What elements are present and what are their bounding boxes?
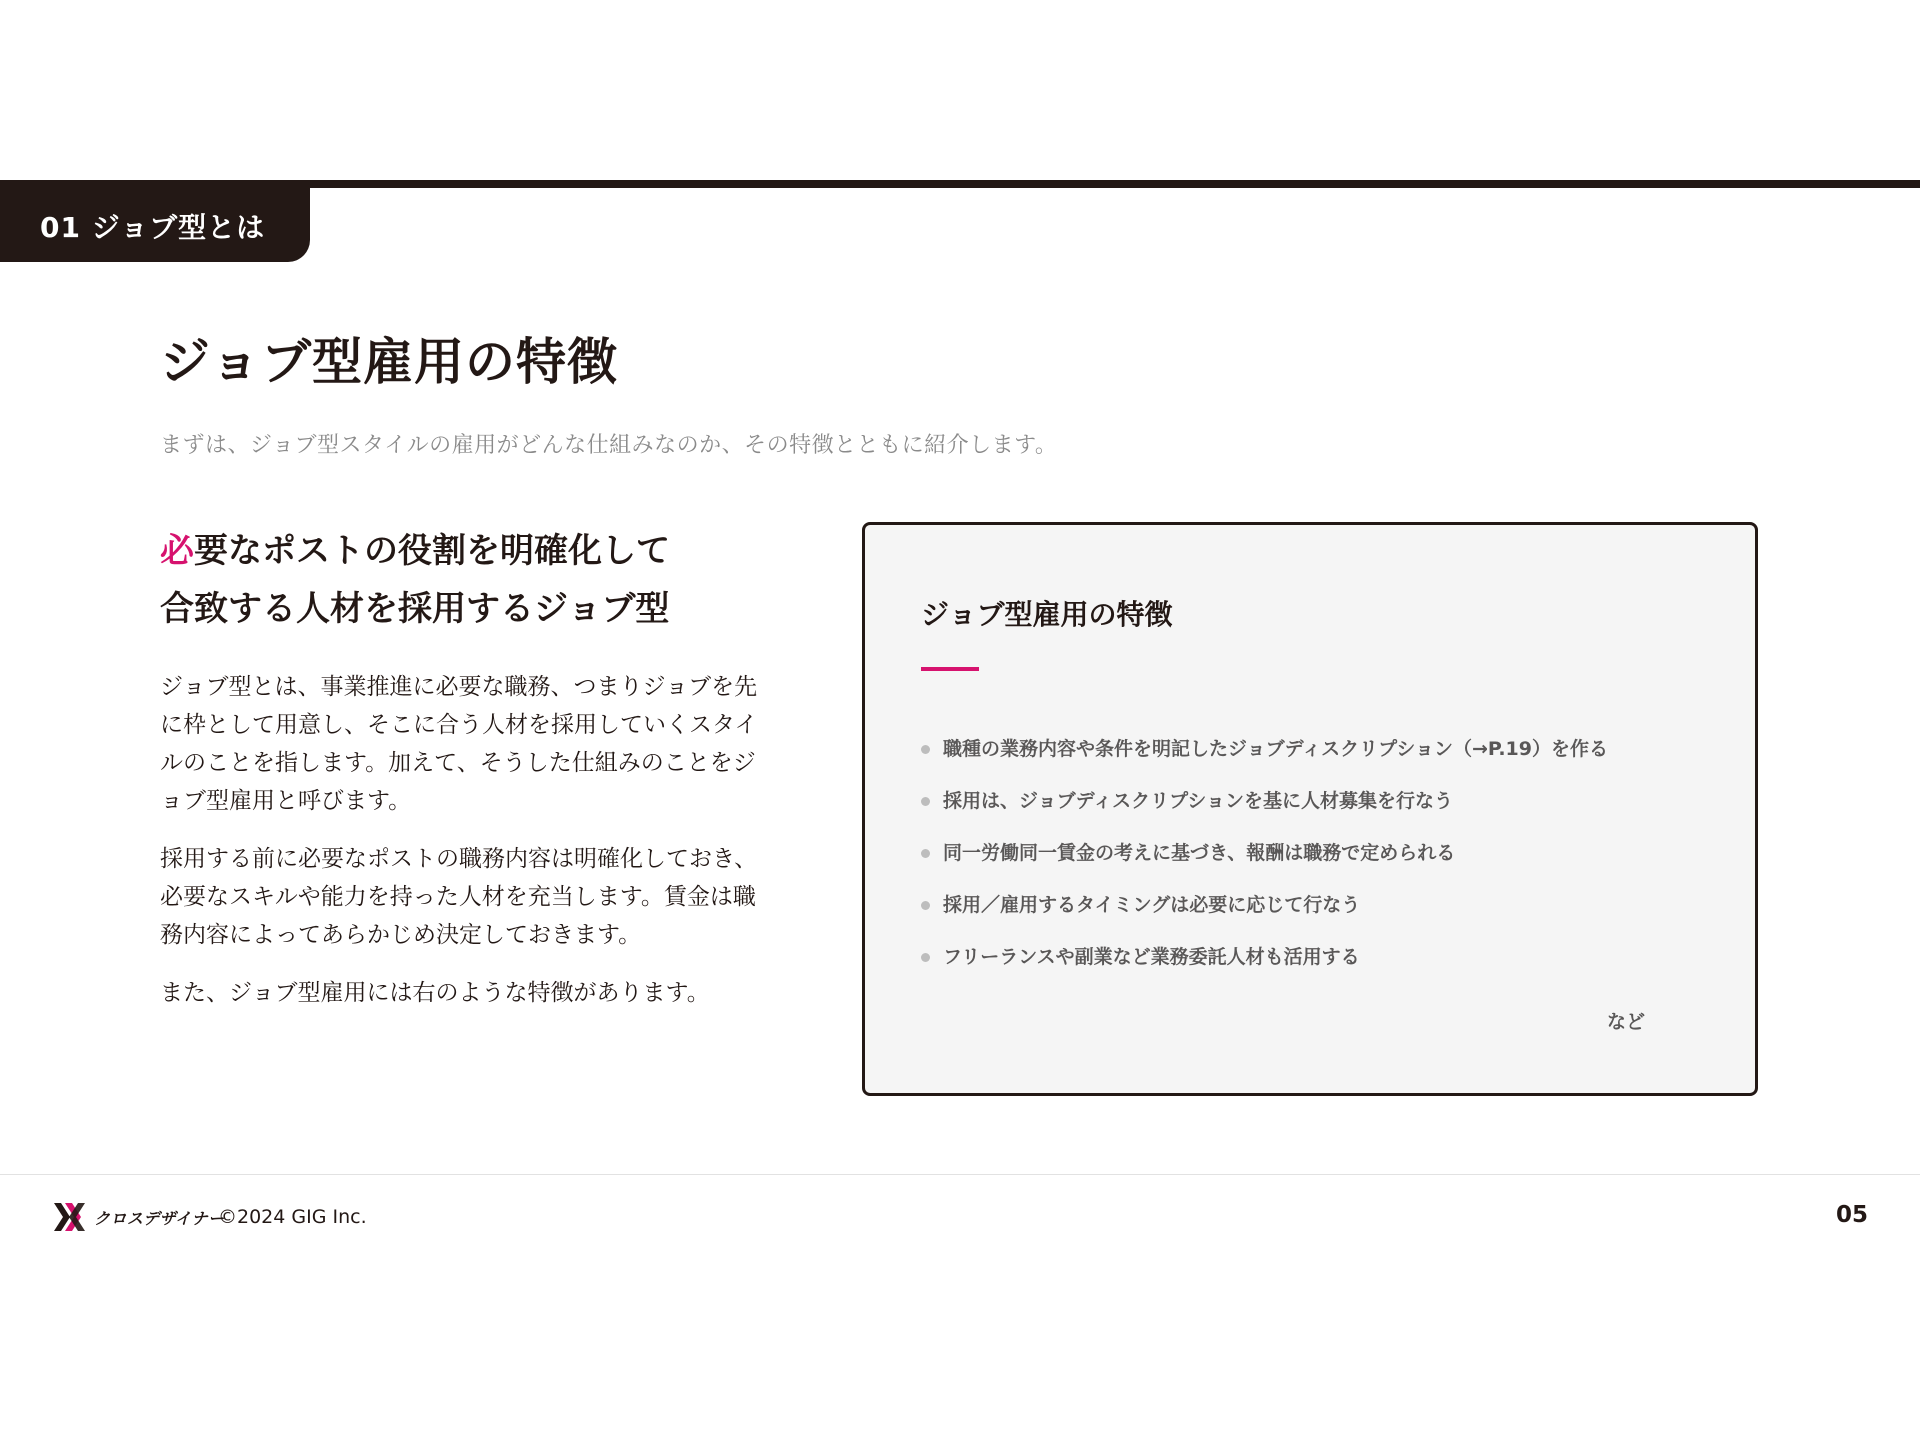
feature-list bbox=[921, 735, 1608, 995]
brand-logo bbox=[52, 1200, 225, 1234]
list-item bbox=[921, 787, 1608, 839]
list-item bbox=[921, 891, 1608, 943]
list-item bbox=[921, 943, 1608, 995]
list-item bbox=[921, 735, 1608, 787]
accent-underline bbox=[921, 667, 979, 671]
list-item-text: 採用／雇用するタイミングは必要に応じて行なう bbox=[943, 894, 1361, 916]
section-tab: 01 ジョブ型とは bbox=[0, 180, 310, 262]
paragraph: また、ジョブ型雇用には右のような特徴があります。 bbox=[160, 980, 710, 1006]
bullet-icon bbox=[921, 953, 930, 962]
bullet-icon bbox=[921, 745, 930, 754]
etc-note: など bbox=[1606, 1011, 1645, 1033]
paragraph: 採用する前に必要なポストの職務内容は明確化しておき、必要なスキルや能力を持った人材を充当します。賃金は職務内容によってあらかじめ決定しておきます。 bbox=[160, 846, 758, 948]
brand-name: クロスデザイナー bbox=[94, 1208, 225, 1228]
list-item-text: 同一労働同一賃金の考えに基づき、報酬は職務で定められる bbox=[943, 842, 1456, 864]
box-title: ジョブ型雇用の特徴 bbox=[921, 598, 1173, 631]
page-number: 05 bbox=[1835, 1202, 1868, 1228]
feature-box bbox=[862, 522, 1758, 1096]
paragraph: ジョブ型とは、事業推進に必要な職務、つまりジョブを先に枠として用意し、そこに合う人材を採用していくスタイルのことを指します。加えて、そうした仕組みのことをジョブ型雇用と呼びます。 bbox=[160, 674, 758, 814]
left-column bbox=[160, 522, 770, 1032]
x-logo-icon bbox=[52, 1200, 88, 1234]
heading-accent-char: 必 bbox=[160, 531, 194, 571]
sub-heading bbox=[160, 522, 770, 638]
list-item-text: 職種の業務内容や条件を明記したジョブディスクリプション（→P.19）を作る bbox=[943, 738, 1608, 760]
bullet-icon bbox=[921, 849, 930, 858]
page-lead: まずは、ジョブ型スタイルの雇用がどんな仕組みなのか、その特徴とともに紹介します。 bbox=[160, 433, 1058, 458]
footer-rule bbox=[0, 1174, 1920, 1175]
copyright: ©2024 GIG Inc. bbox=[218, 1206, 367, 1228]
list-item bbox=[921, 839, 1608, 891]
heading-line1: 要なポストの役割を明確化して bbox=[194, 531, 670, 571]
page-title: ジョブ型雇用の特徴 bbox=[160, 333, 618, 391]
bullet-icon bbox=[921, 797, 930, 806]
list-item-text: フリーランスや副業など業務委託人材も活用する bbox=[943, 946, 1360, 968]
list-item-text: 採用は、ジョブディスクリプションを基に人材募集を行なう bbox=[943, 790, 1453, 812]
heading-line2: 合致する人材を採用するジョブ型 bbox=[160, 589, 670, 629]
bullet-icon bbox=[921, 901, 930, 910]
